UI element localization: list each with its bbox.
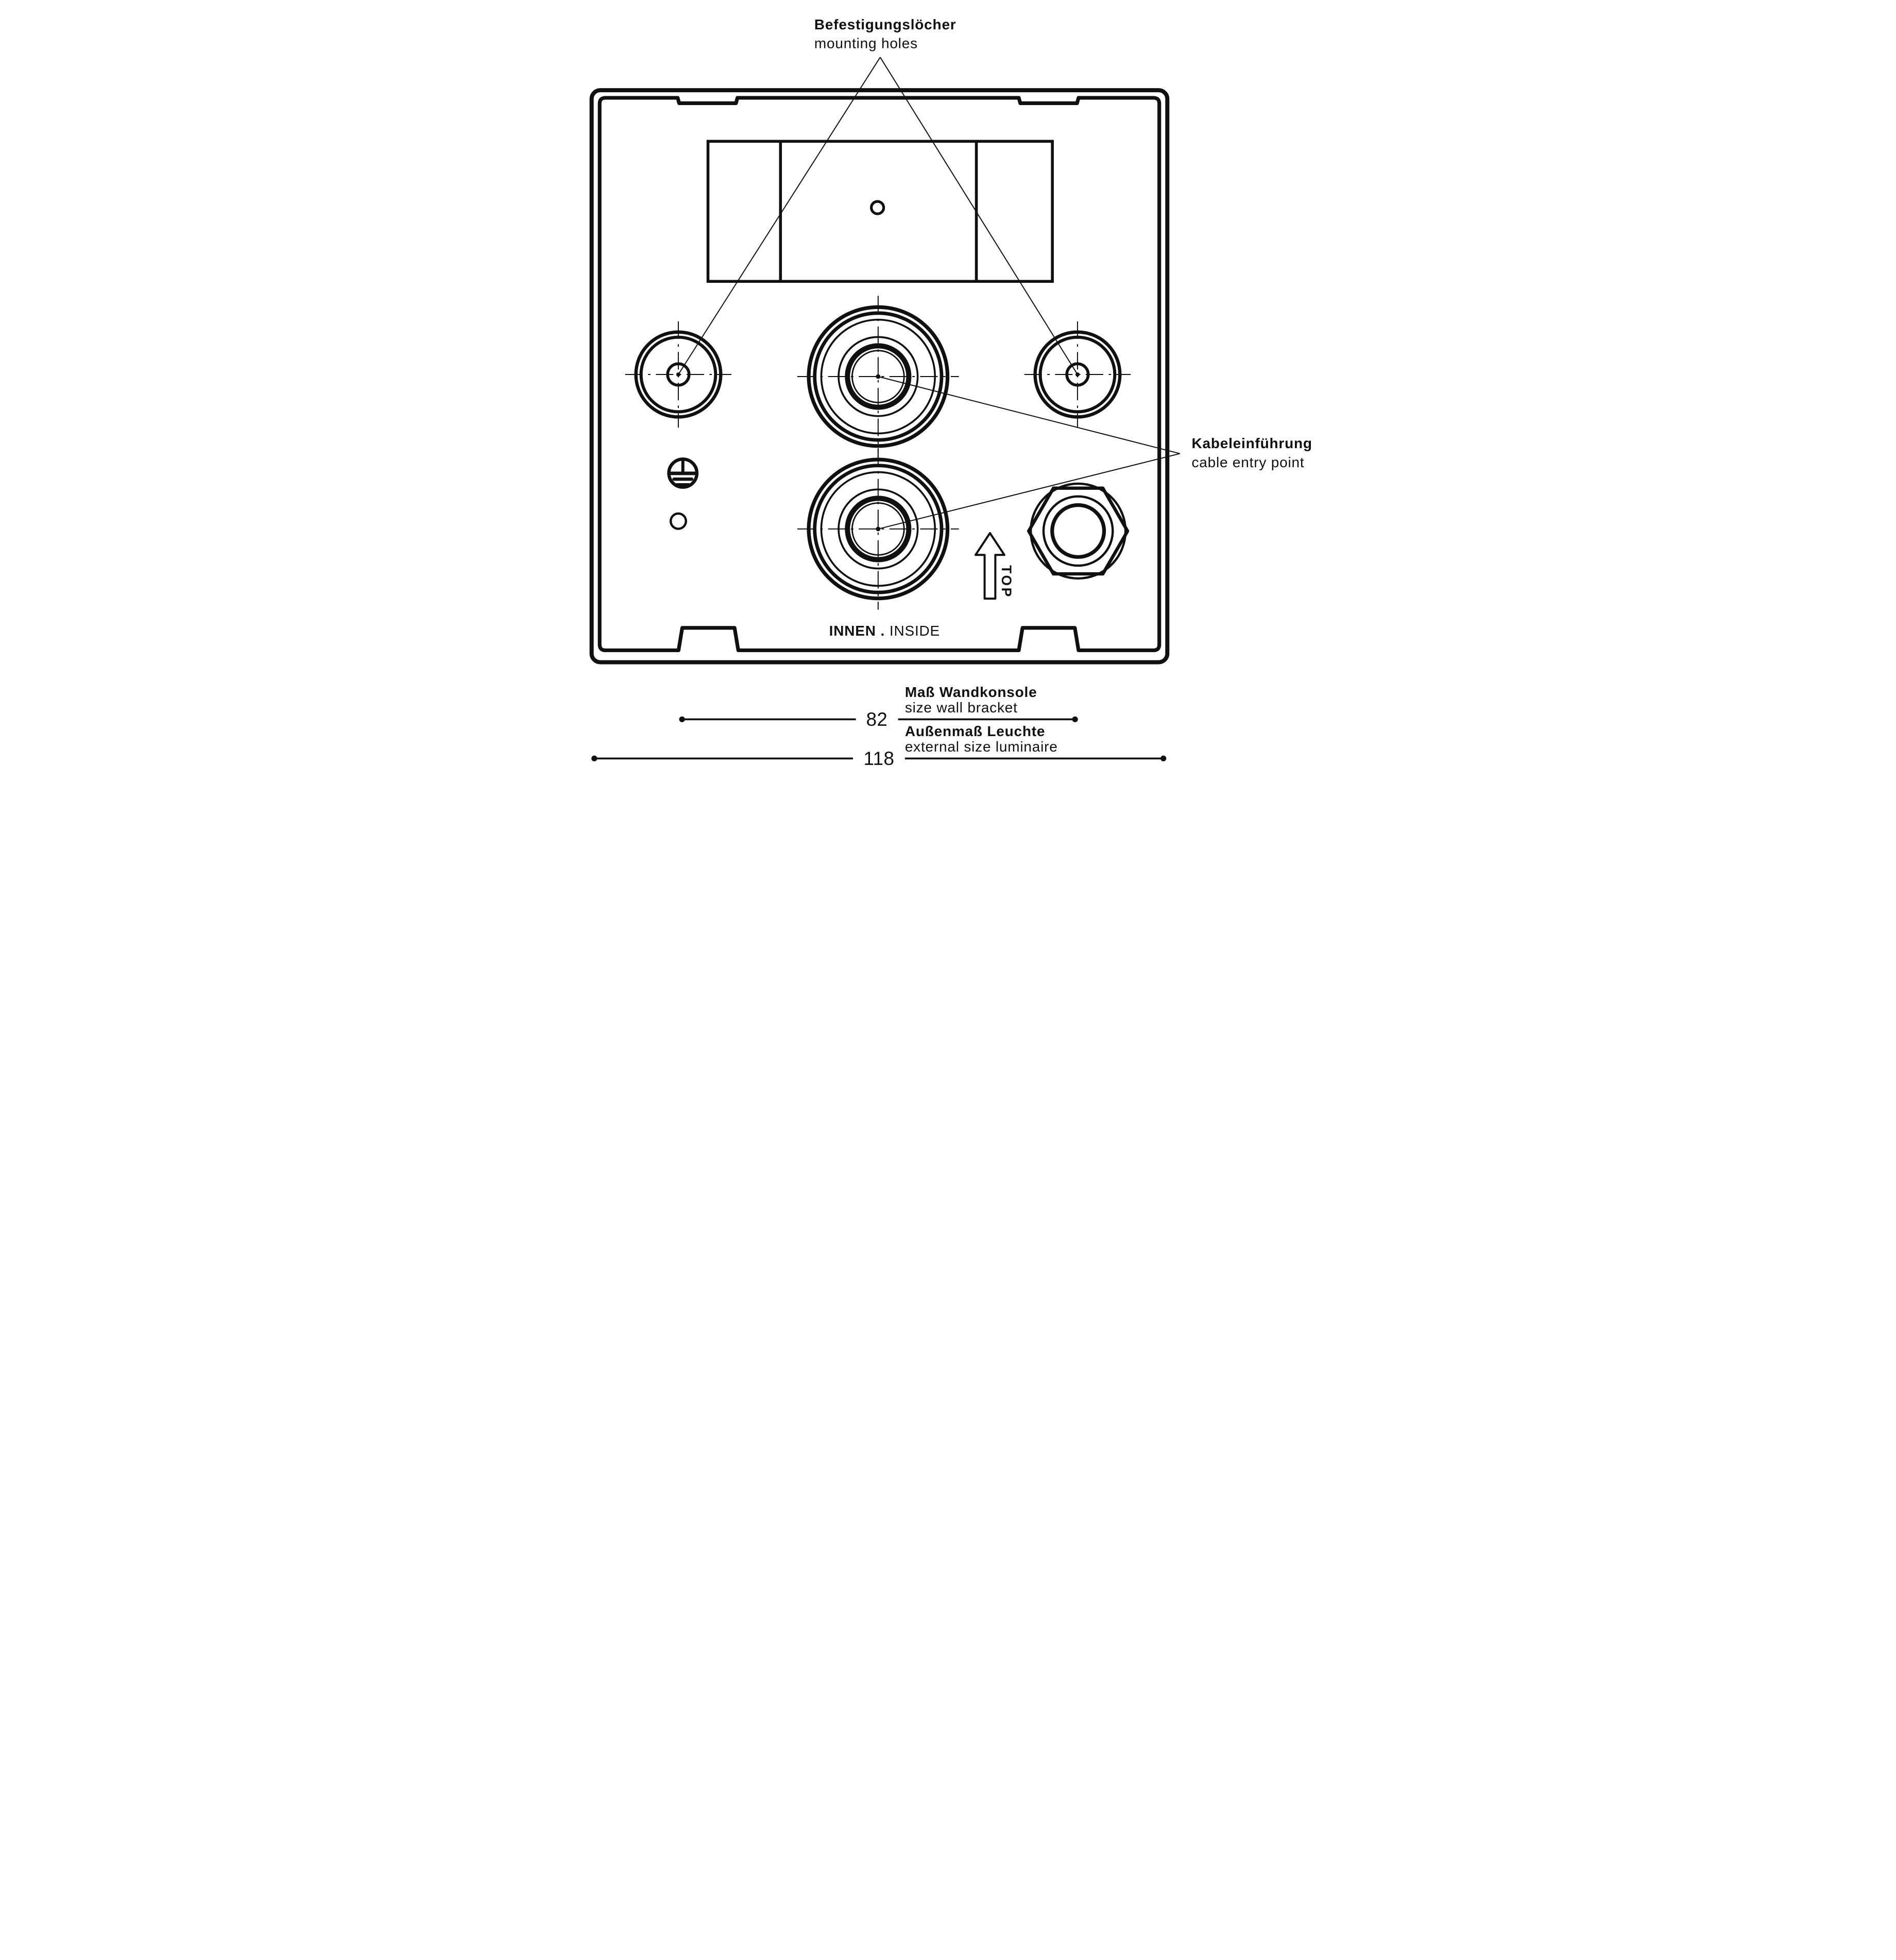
terminal-box-outline	[708, 141, 1052, 281]
gland-outer-circle	[1031, 484, 1125, 578]
mounting-hole-right	[1024, 321, 1130, 428]
callout-mounting-holes-title: Befestigungslöcher	[814, 16, 956, 32]
top-arrow-label: TOP	[998, 565, 1014, 599]
wall-bracket-drawing	[569, 0, 1327, 784]
cable-entry-center-dot	[876, 527, 880, 532]
top-orientation-arrow-icon	[975, 533, 1014, 599]
dimension-subtitle: size wall bracket	[904, 699, 1018, 715]
mounting-hole-center-dot	[1075, 372, 1079, 377]
wall-bracket-inner-outline	[600, 98, 1159, 651]
terminal-box-hole	[871, 201, 883, 214]
plate-side-label-en: INSIDE	[889, 623, 940, 639]
cable-entry-bottom	[797, 448, 959, 610]
dimension-endpoint-dot	[679, 717, 685, 722]
dimension-title: Maß Wandkonsole	[904, 684, 1037, 701]
callout-cable-entry-subtitle: cable entry point	[1191, 454, 1304, 470]
callout-cable-entry-title: Kabeleinführung	[1191, 435, 1312, 452]
technical-drawing-page	[569, 0, 1327, 784]
mounting-hole-left	[625, 321, 731, 428]
dimension-value: 118	[863, 748, 894, 770]
leader-line-bottom-cable-entry	[878, 454, 1180, 529]
leader-line-top-cable-entry	[878, 377, 1180, 454]
plate-side-label-de: INNEN	[829, 623, 876, 639]
gland-bore-circle	[1052, 505, 1104, 557]
plate-side-label-separator: .	[880, 623, 885, 639]
callout-mounting-holes-subtitle: mounting holes	[814, 35, 918, 52]
dimension-endpoint-dot	[1160, 756, 1166, 761]
dimension-subtitle: external size luminaire	[904, 738, 1058, 755]
mounting-hole-center-dot	[676, 372, 680, 377]
pilot-hole	[671, 514, 686, 529]
dimension-endpoint-dot	[1072, 717, 1078, 722]
plate-side-label	[829, 623, 940, 639]
cable-gland-hex	[1029, 484, 1128, 578]
protective-earth-icon	[669, 459, 696, 487]
dimension-value: 82	[866, 709, 887, 730]
dimension-luminaire	[591, 723, 1166, 769]
cable-entry-top	[797, 296, 959, 457]
dimension-endpoint-dot	[591, 756, 597, 761]
cable-entry-center-dot	[876, 374, 880, 379]
terminal-box	[708, 141, 1052, 281]
dimension-title: Außenmaß Leuchte	[904, 723, 1045, 740]
